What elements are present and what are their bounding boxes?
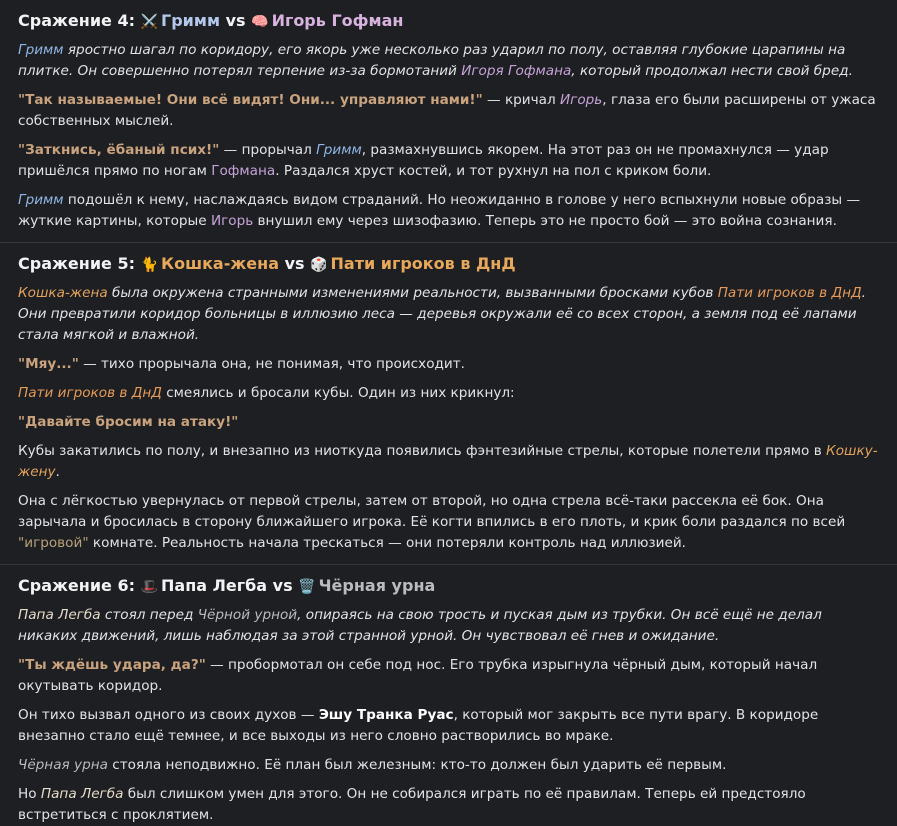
text: Он тихо вызвал одного из своих духов — (18, 707, 319, 723)
name-black-urn: Чёрная урна (18, 757, 108, 773)
paragraph (18, 354, 879, 375)
battle-4-title-prefix: Сражение 4: (18, 11, 135, 30)
text: . Раздался хруст костей, и тот рухнул на пол с криком боли. (275, 163, 712, 179)
paragraph (18, 283, 879, 346)
battle-6-title-prefix: Сражение 6: (18, 576, 135, 595)
text: внушил ему через шизофазию. Теперь это не просто бой — это война сознания. (253, 213, 837, 229)
paragraph (18, 383, 879, 404)
name-grimm: Гримм (316, 142, 362, 158)
section-divider (0, 242, 897, 243)
text: , размахнувшись якорем. На этот раз он не промахнулся — удар пришёлся прямо по ногам (18, 142, 829, 179)
wastebasket-icon: 🗑️ (298, 579, 316, 595)
fighter-igor: Игорь Гофман (271, 11, 404, 30)
name-igor: Игоря Гофмана (461, 63, 572, 79)
vs-label: vs (272, 576, 293, 595)
battle-4-section (18, 10, 879, 232)
brain-icon: 🧠 (251, 14, 269, 30)
text: подошёл к нему, наслаждаясь видом страданий. Но неожиданно в голове у него вспыхнули новые образы — жуткие картины, которые (18, 192, 861, 229)
text: стоял перед (100, 607, 198, 623)
paragraph (18, 491, 879, 554)
text: , глаза его были расширены от ужаса собственных мыслей. (18, 92, 876, 129)
name-dnd-party: Пати игроков в ДнД (717, 285, 862, 301)
text: — кричал (482, 92, 561, 108)
paragraph (18, 605, 879, 647)
name-grimm: Гримм (18, 192, 64, 208)
battle-6-section (18, 575, 879, 826)
quote: "Заткнись, ёбаный псих!" (18, 142, 220, 158)
quote: "Давайте бросим на атаку!" (18, 414, 239, 430)
name-black-urn: Чёрной урной (197, 607, 298, 623)
battle-4-heading (18, 10, 879, 33)
text: была окружена странными изменениями реальности, вызванными бросками кубов (107, 285, 718, 301)
vs-label: vs (225, 11, 246, 30)
name-igor: Игорь (210, 213, 254, 229)
text: яростно шагал по коридору, его якорь уже несколько раз ударил по полу, оставляя глубокие царапины на плитке. Он совершенно потерял терпение из-за бормотаний (18, 42, 846, 79)
paragraph (18, 655, 879, 697)
text: . Они превратили коридор больницы в иллюзию леса — деревья окружали её со всех сторон, а земля под её лапами стала мягкой и влажной. (18, 285, 866, 343)
fighter-dnd-party: Пати игроков в ДнД (330, 254, 516, 273)
text: смеялись и бросали кубы. Один из них крикнул: (161, 385, 515, 401)
fighter-papa-legba: Папа Легба (161, 576, 268, 595)
name-papa-legba: Папа Легба (40, 786, 124, 802)
paragraph (18, 140, 879, 182)
text: стояла неподвижно. Её план был железным: кто-то должен был ударить её первым. (107, 757, 727, 773)
cat-icon: 🐈 (140, 257, 158, 273)
quoted-word: "игровой" (18, 535, 89, 551)
text: Но (18, 786, 41, 802)
name-grimm: Гримм (18, 42, 64, 58)
name-dnd-party: Пати игроков в ДнД (18, 385, 162, 401)
paragraph (18, 90, 879, 132)
battle-6-heading (18, 575, 879, 598)
text: . (55, 464, 60, 480)
paragraph (18, 755, 879, 776)
paragraph (18, 412, 879, 433)
battle-5-title-prefix: Сражение 5: (18, 254, 135, 273)
top-hat-icon: 🎩 (140, 579, 158, 595)
name-cat-wife: Кошка-жена (18, 285, 108, 301)
name-cat-wife: Кошку-жену (18, 443, 878, 480)
text: — прорычал (219, 142, 317, 158)
quote: "Мяу..." (18, 356, 79, 372)
text: Кубы закатились по полу, и внезапно из ниоткуда появились фэнтезийные стрелы, которые полетели прямо в (18, 443, 827, 459)
quote: "Так называемые! Они всё видят! Они... управляют нами!" (18, 92, 483, 108)
fighter-grimm: Гримм (161, 11, 221, 30)
name-hofman: Гофмана (211, 163, 276, 179)
paragraph (18, 784, 879, 826)
text: , опираясь на свою трость и пуская дым из трубки. Он всё ещё не делал никаких движений, лишь наблюдая за этой странной урной. Он чувствовал её гнев и ожидание. (18, 607, 822, 644)
paragraph (18, 705, 879, 747)
fighter-cat-wife: Кошка-жена (161, 254, 279, 273)
paragraph (18, 40, 879, 82)
fighter-black-urn: Чёрная урна (318, 576, 436, 595)
text: — пробормотал он себе под нос. Его трубка изрыгнула чёрный дым, который начал окутывать коридор. (18, 657, 818, 694)
text: , который мог закрыть все пути врагу. В коридоре внезапно стало ещё темнее, и все выходы из него словно растворились во мраке. (18, 707, 819, 744)
text: был слишком умен для этого. Он не собирался играть по её правилам. Теперь ей предстояло встретиться с проклятием. (18, 786, 806, 823)
name-igor: Игорь (560, 92, 603, 108)
text: , который продолжал нести свой бред. (571, 63, 853, 79)
crossed-swords-icon: ⚔️ (140, 14, 158, 30)
battle-5-section (18, 253, 879, 554)
paragraph (18, 190, 879, 232)
quote: "Ты ждёшь удара, да?" (18, 657, 206, 673)
name-papa-legba: Папа Легба (18, 607, 101, 623)
dice-icon: 🎲 (310, 257, 328, 273)
text: — тихо прорычала она, не понимая, что происходит. (78, 356, 465, 372)
section-divider (0, 564, 897, 565)
vs-label: vs (284, 254, 305, 273)
text: Она с лёгкостью увернулась от первой стрелы, затем от второй, но одна стрела всё-таки рассекла её бок. Она зарычала и бросилась в сторону ближайшего игрока. Её когти впились в его плоть, и крик боли раздался по всей (18, 493, 846, 530)
spirit-name: Эшу Транка Руас (318, 707, 454, 723)
paragraph (18, 441, 879, 483)
battle-5-heading (18, 253, 879, 276)
text: комнате. Реальность начала трескаться — они потеряли контроль над иллюзией. (88, 535, 686, 551)
